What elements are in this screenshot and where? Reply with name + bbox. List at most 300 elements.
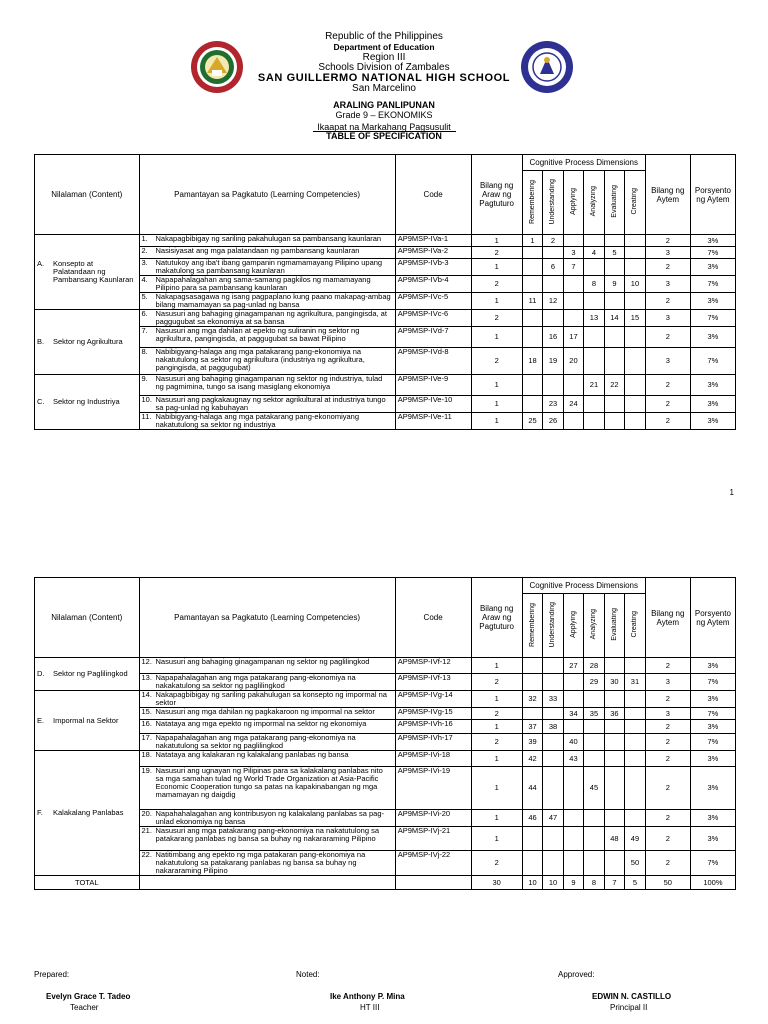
competency-text: Natataya ang kalakaran ng kalakalang panlabas ng bansa	[155, 750, 349, 759]
code-value: AP9MSP-IVc-5	[397, 292, 449, 301]
table-row	[35, 720, 736, 734]
content-label	[37, 717, 137, 725]
competency-text: Nasusuri ang bahaging ginagampanan ng agrikultura, pangingisda, at paggugubat sa ekonomiya at sa bansa	[155, 309, 387, 326]
item-number: 28	[589, 660, 599, 670]
code-cell	[395, 851, 471, 876]
total-dimension-value: 10	[548, 877, 558, 887]
percent-value: 3%	[707, 813, 719, 822]
days-value: 1	[494, 332, 499, 341]
items-cell	[645, 734, 690, 751]
days-value: 2	[494, 737, 499, 746]
dimension-cell	[604, 658, 624, 674]
total-dimension-cell	[543, 876, 563, 890]
cognitive-header-text: Cognitive Process Dimensions	[529, 581, 638, 590]
item-number: 30	[610, 677, 619, 686]
item-number: 22	[610, 380, 619, 389]
table-row	[35, 827, 736, 851]
competency	[142, 658, 393, 666]
dimension-cell	[543, 348, 563, 375]
percent-value: 3%	[707, 399, 719, 408]
competency	[142, 375, 393, 391]
percent-cell	[690, 259, 735, 276]
item-number: 23	[548, 399, 558, 408]
days-cell	[471, 720, 522, 734]
percent-cell	[690, 751, 735, 767]
days-cell	[471, 396, 522, 413]
content-name: Kalakalang Panlabas	[53, 808, 124, 817]
item-number: 16	[548, 332, 558, 341]
dimension-cell	[625, 734, 646, 751]
cognitive-header-text: Cognitive Process Dimensions	[529, 158, 638, 167]
competencies-header	[139, 578, 395, 658]
dimension-cell	[522, 293, 542, 310]
dimension-label: Creating	[631, 188, 639, 215]
competency	[142, 396, 393, 412]
content-name: Sektor ng Agrikultura	[53, 337, 123, 346]
items-cell	[645, 247, 690, 259]
competency-cell	[139, 276, 395, 293]
items-cell	[645, 674, 690, 691]
dimension-cell	[604, 827, 624, 851]
code-cell	[395, 658, 471, 674]
competency-cell	[139, 327, 395, 348]
competency-number: 3.	[141, 258, 148, 267]
item-number: 12	[548, 296, 558, 305]
code-cell	[395, 810, 471, 827]
items-cell	[645, 293, 690, 310]
competency-number: 12.	[141, 657, 152, 666]
approved-name: EDWIN N. CASTILLO	[592, 992, 672, 1001]
table-row	[35, 851, 736, 876]
item-number: 43	[569, 753, 578, 763]
competency-text: Nasusuri ang bahaging ginagampanan ng sektor ng paglilingkod	[155, 657, 370, 666]
days-cell	[471, 658, 522, 674]
approved-label: Approved:	[558, 970, 595, 979]
days-cell	[471, 327, 522, 348]
code-header	[395, 155, 471, 235]
dimension-cell	[563, 396, 583, 413]
dimension-cell	[625, 259, 646, 276]
dimension-cell	[584, 259, 604, 276]
content-name: Sektor ng Paglilingkod	[53, 669, 128, 678]
dimension-cell	[584, 348, 604, 375]
competency-text: Nasusuri ang mga dahilan at epekto ng suliranin ng sektor ng agrikultura, pangingisda, at paggugubat sa bawat Pilipino	[155, 326, 360, 343]
days-cell	[471, 247, 522, 259]
competency-number: 18.	[141, 750, 152, 759]
dimension-cell	[625, 327, 646, 348]
competency-cell	[139, 751, 395, 767]
percent-cell	[690, 375, 735, 396]
dimension-cell	[584, 235, 604, 247]
code-cell	[395, 375, 471, 396]
total-days-cell	[471, 876, 522, 890]
days-cell	[471, 259, 522, 276]
competency-cell	[139, 396, 395, 413]
dimension-header-analyzing	[584, 171, 604, 235]
competency	[142, 734, 393, 750]
items-cell	[645, 235, 690, 247]
items-value: 2	[665, 833, 670, 843]
item-number: 27	[569, 660, 578, 670]
days-value: 2	[494, 356, 499, 365]
total-empty-cell	[139, 876, 395, 890]
item-number: 10	[630, 279, 640, 288]
days-cell	[471, 827, 522, 851]
items-value: 2	[665, 399, 670, 408]
items-value: 2	[665, 380, 670, 389]
percent-cell	[690, 691, 735, 708]
competency-number: 20.	[141, 809, 152, 818]
percent-value: 7%	[707, 279, 719, 288]
dimension-cell	[584, 327, 604, 348]
header-row	[35, 578, 736, 594]
table-row	[35, 674, 736, 691]
competency-text: Natitimbang ang epekto ng mga patakaran pang-ekonomiya na nakatutulong sa patakarang panlabas ng bansa sa buhay ng nakararaming Pilipino	[155, 850, 366, 875]
dimension-cell	[563, 327, 583, 348]
competency	[142, 310, 393, 326]
days-value: 1	[494, 235, 499, 245]
dimension-cell	[563, 851, 583, 876]
competency-number: 17.	[141, 733, 152, 742]
percent-cell	[690, 293, 735, 310]
dimension-cell	[543, 259, 563, 276]
items-cell	[645, 658, 690, 674]
item-number: 34	[569, 708, 578, 718]
items-cell	[645, 691, 690, 708]
competency-number: 14.	[141, 690, 152, 699]
code-value: AP9MSP-IVg-14	[397, 690, 453, 699]
competency-cell	[139, 348, 395, 375]
dimension-cell	[584, 827, 604, 851]
dimension-label: Analyzing	[590, 609, 598, 640]
total-dimension-value: 10	[528, 877, 537, 887]
item-number: 15	[630, 313, 640, 322]
code-value: AP9MSP-IVg-15	[397, 707, 453, 716]
title-underline	[313, 131, 456, 132]
dimension-cell	[563, 310, 583, 327]
total-items-cell	[645, 876, 690, 890]
item-number: 29	[589, 677, 599, 686]
dimension-cell	[604, 734, 624, 751]
total-dimension-value: 5	[632, 877, 638, 887]
competency-number: 8.	[141, 347, 148, 356]
item-number: 21	[589, 380, 599, 389]
percent-value: 7%	[707, 677, 719, 686]
competency	[142, 674, 393, 690]
item-number: 5	[612, 247, 617, 257]
dimension-cell	[625, 348, 646, 375]
days-header	[471, 155, 522, 235]
competency	[142, 413, 393, 429]
code-value: AP9MSP-IVe-10	[397, 395, 453, 404]
days-cell	[471, 375, 522, 396]
code-value: AP9MSP-IVj-21	[397, 826, 451, 835]
dimension-cell	[604, 247, 624, 259]
dimension-cell	[584, 751, 604, 767]
dimension-cell	[604, 235, 624, 247]
dimension-cell	[625, 751, 646, 767]
dimension-label: Analyzing	[590, 186, 598, 217]
dimension-cell	[604, 720, 624, 734]
items-cell	[645, 751, 690, 767]
dimension-cell	[584, 658, 604, 674]
dimension-cell	[522, 851, 542, 876]
prepared-title: Teacher	[70, 1003, 99, 1012]
dimension-cell	[563, 708, 583, 720]
competency	[142, 851, 393, 875]
dimension-cell	[522, 310, 542, 327]
code-cell	[395, 767, 471, 810]
dimension-header-understanding	[543, 594, 563, 658]
item-number: 39	[528, 737, 537, 746]
dimension-cell	[584, 247, 604, 259]
total-dimension-cell	[625, 876, 646, 890]
competency	[142, 720, 393, 728]
item-number: 46	[528, 813, 537, 822]
percent-value: 3%	[707, 660, 719, 670]
days-value: 1	[494, 813, 499, 822]
competency	[142, 259, 393, 275]
items-header-text: Bilang ng Aytem	[651, 608, 685, 627]
days-value: 1	[494, 399, 499, 408]
total-percent: 100%	[703, 877, 723, 887]
dimension-cell	[543, 734, 563, 751]
item-number: 35	[589, 708, 599, 718]
total-dimension-cell	[563, 876, 583, 890]
code-value: AP9MSP-IVa-2	[397, 246, 448, 255]
days-value: 1	[494, 753, 499, 763]
competency-text: Nasusuri ang bahaging ginagampanan ng sektor ng industriya, tulad ng pagmimina, tungo sa isang masiglang ekonomiya	[155, 374, 383, 391]
days-value: 2	[494, 677, 499, 686]
noted-label: Noted:	[296, 970, 320, 979]
dimension-header-applying	[563, 171, 583, 235]
code-value: AP9MSP-IVf-12	[397, 657, 451, 666]
code-value: AP9MSP-IVh-16	[397, 719, 453, 728]
dimension-cell	[584, 293, 604, 310]
dimension-cell	[522, 720, 542, 734]
table-row	[35, 810, 736, 827]
percent-value: 3%	[707, 416, 719, 425]
percent-cell	[690, 658, 735, 674]
item-number: 18	[528, 356, 537, 365]
days-value: 2	[494, 708, 499, 718]
dimension-cell	[522, 396, 542, 413]
competency-number: 5.	[141, 292, 148, 301]
dimension-cell	[584, 310, 604, 327]
content-label	[37, 398, 137, 406]
days-cell	[471, 767, 522, 810]
content-cell	[35, 691, 140, 751]
item-number: 33	[548, 694, 558, 703]
dimension-cell	[563, 658, 583, 674]
days-value: 2	[494, 247, 499, 257]
dimension-cell	[563, 235, 583, 247]
dimension-cell	[625, 375, 646, 396]
content-letter: B.	[37, 337, 45, 346]
item-number: 6	[550, 262, 556, 271]
code-value: AP9MSP-IVi-20	[397, 809, 451, 818]
department-line: Department of Education	[333, 42, 435, 52]
dimension-header-creating	[625, 594, 646, 658]
content-letter: A.	[37, 259, 45, 268]
table-of-specification-page1	[34, 154, 736, 430]
competency	[142, 767, 393, 799]
days-cell	[471, 691, 522, 708]
dimension-cell	[584, 734, 604, 751]
total-items: 50	[663, 877, 672, 887]
items-cell	[645, 708, 690, 720]
dimension-cell	[604, 674, 624, 691]
dimension-cell	[625, 674, 646, 691]
competency-cell	[139, 259, 395, 276]
dimension-cell	[522, 810, 542, 827]
code-cell	[395, 751, 471, 767]
header-row	[35, 155, 736, 171]
dimension-cell	[522, 674, 542, 691]
dimension-cell	[563, 720, 583, 734]
total-label: TOTAL	[75, 877, 99, 887]
dimension-cell	[563, 375, 583, 396]
items-cell	[645, 276, 690, 293]
competency-text: Nasusuri ang mga dahilan ng pagkakaroon ng impormal na sektor	[155, 707, 375, 716]
competency-text: Nasusuri ang ugnayan ng Pilipinas para sa kalakalang panlabas nito sa mga samahan tulad ng World Trade Organization at Asia-Pacific Economic Cooperation tungo sa patas na kapakinabangan ng mga mamamayan ng daigdig	[155, 766, 383, 799]
dimension-cell	[543, 658, 563, 674]
code-cell	[395, 691, 471, 708]
percent-cell	[690, 396, 735, 413]
table-of-specification-page2	[34, 577, 736, 890]
dimension-cell	[563, 348, 583, 375]
total-dimension-cell	[522, 876, 542, 890]
percent-cell	[690, 851, 735, 876]
item-number: 47	[548, 813, 558, 822]
dimension-cell	[584, 396, 604, 413]
days-cell	[471, 348, 522, 375]
percent-value: 3%	[707, 235, 719, 245]
dimension-cell	[625, 293, 646, 310]
dimension-cell	[604, 375, 624, 396]
competency-text: Nakapagsasagawa ng isang pagpaplano kung paano makapag-ambag bilang mamamayan sa pag-unlad ng bansa	[155, 292, 391, 309]
dimension-cell	[604, 708, 624, 720]
competencies-header	[139, 155, 395, 235]
table-row	[35, 235, 736, 247]
competencies-header-text: Pamantayan sa Pagkatuto (Learning Competencies)	[174, 613, 361, 622]
dimension-cell	[543, 674, 563, 691]
competency-cell	[139, 375, 395, 396]
competency	[142, 293, 393, 309]
days-cell	[471, 734, 522, 751]
items-value: 3	[665, 677, 670, 686]
dimension-label: Evaluating	[610, 608, 618, 641]
competency-cell	[139, 734, 395, 751]
total-dimension-value: 9	[571, 877, 576, 887]
code-cell	[395, 708, 471, 720]
dimension-label: Remembering	[529, 179, 536, 224]
dimension-header-analyzing	[584, 594, 604, 658]
table-row	[35, 396, 736, 413]
competency-cell	[139, 827, 395, 851]
item-number: 7	[571, 262, 576, 271]
school-seal-icon	[190, 40, 244, 94]
code-cell	[395, 259, 471, 276]
competencies-header-text: Pamantayan sa Pagkatuto (Learning Competencies)	[174, 190, 361, 199]
days-header-text: Bilang ng Araw ng Pagtuturo	[479, 181, 514, 208]
competency-number: 19.	[141, 766, 152, 775]
competency-cell	[139, 720, 395, 734]
competency-number: 15.	[141, 707, 152, 716]
table-row	[35, 247, 736, 259]
item-number: 20	[569, 356, 578, 365]
items-value: 2	[665, 783, 670, 792]
dimension-cell	[625, 708, 646, 720]
items-value: 3	[665, 313, 670, 322]
items-cell	[645, 259, 690, 276]
days-value: 2	[494, 858, 499, 867]
dimension-cell	[563, 293, 583, 310]
days-cell	[471, 413, 522, 430]
competency-number: 16.	[141, 719, 152, 728]
competency-text: Nasusuri ang mga patakarang pang-ekonomiya na nakatutulong sa patakarang panlabas ng bansa sa buhay ng nakararaming Pilipino	[155, 826, 379, 843]
total-dimension-value: 8	[591, 877, 597, 887]
days-cell	[471, 851, 522, 876]
dimension-cell	[522, 247, 542, 259]
dimension-header-evaluating	[604, 594, 624, 658]
days-header	[471, 578, 522, 658]
code-value: AP9MSP-IVh-17	[397, 733, 453, 742]
code-cell	[395, 396, 471, 413]
days-cell	[471, 751, 522, 767]
code-value: AP9MSP-IVe-11	[397, 412, 452, 421]
dimension-cell	[563, 674, 583, 691]
days-value: 1	[494, 262, 499, 271]
items-cell	[645, 396, 690, 413]
total-label-cell	[35, 876, 140, 890]
competency-cell	[139, 310, 395, 327]
school-name: SAN GUILLERMO NATIONAL HIGH SCHOOL	[257, 72, 511, 84]
days-cell	[471, 810, 522, 827]
item-number: 45	[589, 783, 599, 792]
percent-cell	[690, 310, 735, 327]
item-number: 50	[630, 858, 640, 867]
percent-cell	[690, 235, 735, 247]
competency-number: 11.	[141, 412, 152, 421]
dimension-cell	[625, 413, 646, 430]
items-value: 2	[665, 235, 670, 245]
competency-text: Nasisiyasat ang mga palatandaan ng pambansang kaunlaran	[155, 246, 360, 255]
dimension-cell	[625, 658, 646, 674]
percent-value: 3%	[707, 721, 719, 731]
dimension-cell	[522, 348, 542, 375]
dimension-cell	[625, 720, 646, 734]
table-row	[35, 658, 736, 674]
content-header	[35, 155, 140, 235]
content-cell	[35, 235, 140, 310]
percent-header	[690, 578, 735, 658]
dimension-cell	[604, 276, 624, 293]
code-cell	[395, 293, 471, 310]
items-value: 2	[665, 721, 670, 731]
subject-line: ARALING PANLIPUNAN	[333, 100, 435, 110]
dimension-cell	[625, 851, 646, 876]
content-cell	[35, 658, 140, 691]
dimension-header-understanding	[543, 171, 563, 235]
dimension-cell	[543, 396, 563, 413]
item-number: 11	[528, 296, 537, 305]
dimension-cell	[604, 259, 624, 276]
dimension-cell	[563, 810, 583, 827]
code-value: AP9MSP-IVi-18	[397, 750, 451, 759]
competency	[142, 810, 393, 826]
items-value: 2	[665, 660, 670, 670]
